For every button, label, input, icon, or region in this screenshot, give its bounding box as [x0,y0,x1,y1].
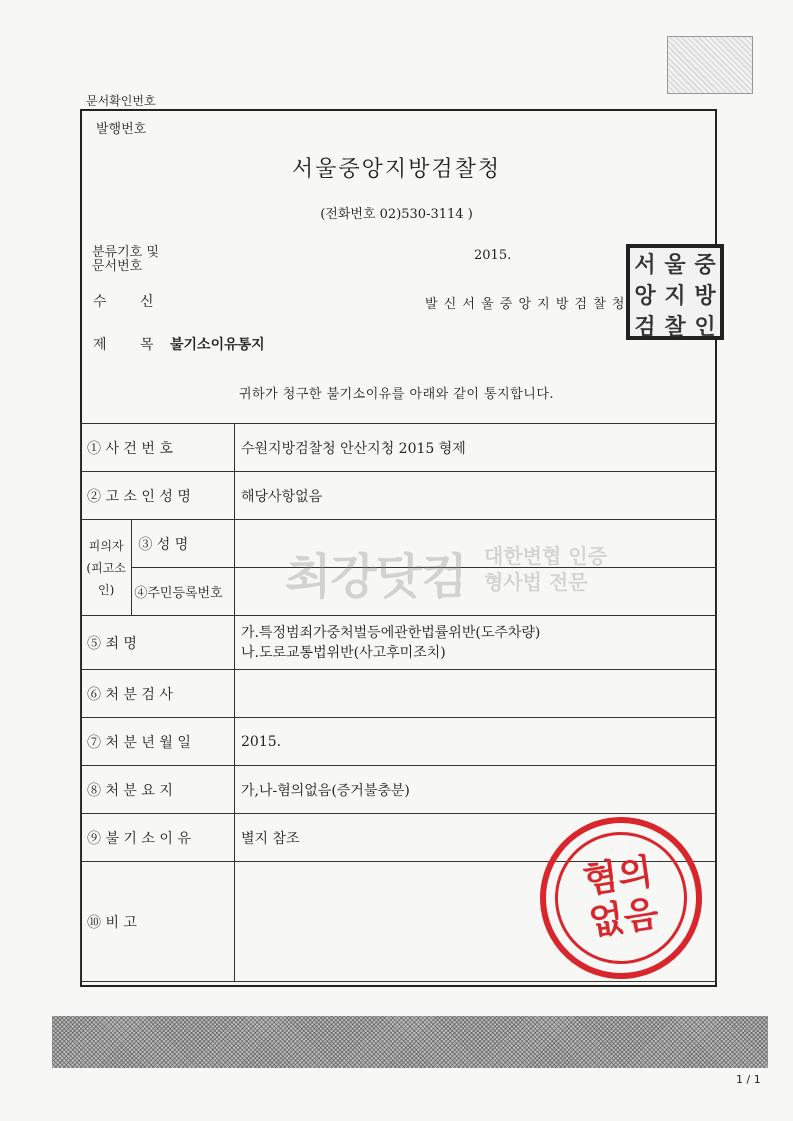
watermark-line2: 형사법 전문 [484,570,588,594]
agency-title: 서울중앙지방검찰청 [291,157,502,182]
seal-char: 서 [634,253,656,278]
doc-confirm-label: 문서확인번호 [86,94,156,108]
seal-char: 중 [694,253,716,278]
disp-summary-value: 가,나-혐의없음(증거불충분) [235,766,717,814]
suspect-group-label: 피의자 (피고소인) [81,520,132,616]
watermark-line1: 대한변협 인증 [484,544,607,568]
charge-label: ⑤ 죄 명 [81,616,235,670]
table-row [81,472,717,520]
subject-label-b: 목 [140,337,154,353]
notice-text: 귀하가 청구한 불기소이유를 아래와 같이 통지합니다. [238,387,555,402]
stamp-line1: 혐의 [580,851,656,902]
disp-date-value: 2015. [235,718,717,766]
agency-phone: (전화번호 02)530-3114 ) [320,207,473,222]
recipient-label-b: 신 [140,294,154,310]
seal-char: 울 [664,253,686,278]
case-no-value: 수원지방검찰청 안산지청 2015 형제 [235,424,717,472]
watermark-logo: 최강닷컴 [285,549,467,605]
table-row [81,616,717,670]
prosecutor-value [235,670,717,718]
recipient-label-a: 수 [93,294,107,310]
subject-value: 불기소이유통지 [170,337,265,353]
stamp-line2: 없음 [586,893,662,944]
suspect-id-label: ④주민등록번호 [132,568,235,616]
charge-value [235,616,717,670]
seal-char: 지 [664,284,686,309]
charge-line-a: 가.특정범죄가중처벌등에관한법률위반(도주차량) [241,624,541,641]
complainant-value: 해당사항없음 [235,472,717,520]
watermark-tagline [484,543,607,595]
subject-label-a: 제 [93,337,107,353]
seal-char: 검 [634,315,656,340]
table-row [81,766,717,814]
complainant-label: ② 고 소 인 성 명 [81,472,235,520]
seal-char: 인 [694,315,716,340]
disp-summary-label: ⑧ 처 분 요 지 [81,766,235,814]
classification-label: 분류기호 및 문서번호 [92,245,159,274]
reason-label: ⑨ 불 기 소 이 유 [81,814,235,862]
redacted-footer [52,1016,768,1068]
prosecutor-label: ⑥ 처 분 검 사 [81,670,235,718]
no-charge-stamp-ring [546,823,695,972]
disp-date-label: ⑦ 처 분 년 월 일 [81,718,235,766]
seal-char: 방 [694,284,716,309]
charge-line-b: 나.도로교통법위반(사고후미조치) [241,644,446,661]
suspect-name-label: ③ 성 명 [132,520,235,568]
case-no-label: ① 사 건 번 호 [81,424,235,472]
page-number: 1 / 1 [736,1073,761,1086]
table-row [81,718,717,766]
seal-char: 앙 [634,284,656,309]
doc-date: 2015. [474,248,512,263]
seal-char: 찰 [664,315,686,340]
remarks-label: ⑩ 비 고 [81,862,235,982]
official-seal [626,244,724,340]
reason-value: 별지 참조 [235,814,717,862]
table-row [81,424,717,472]
barcode-stamp [667,36,753,94]
table-row [81,670,717,718]
sender-line: 발 신 서 울 중 앙 지 방 검 찰 청 [425,297,626,312]
issue-no-label: 발행번호 [96,122,147,137]
